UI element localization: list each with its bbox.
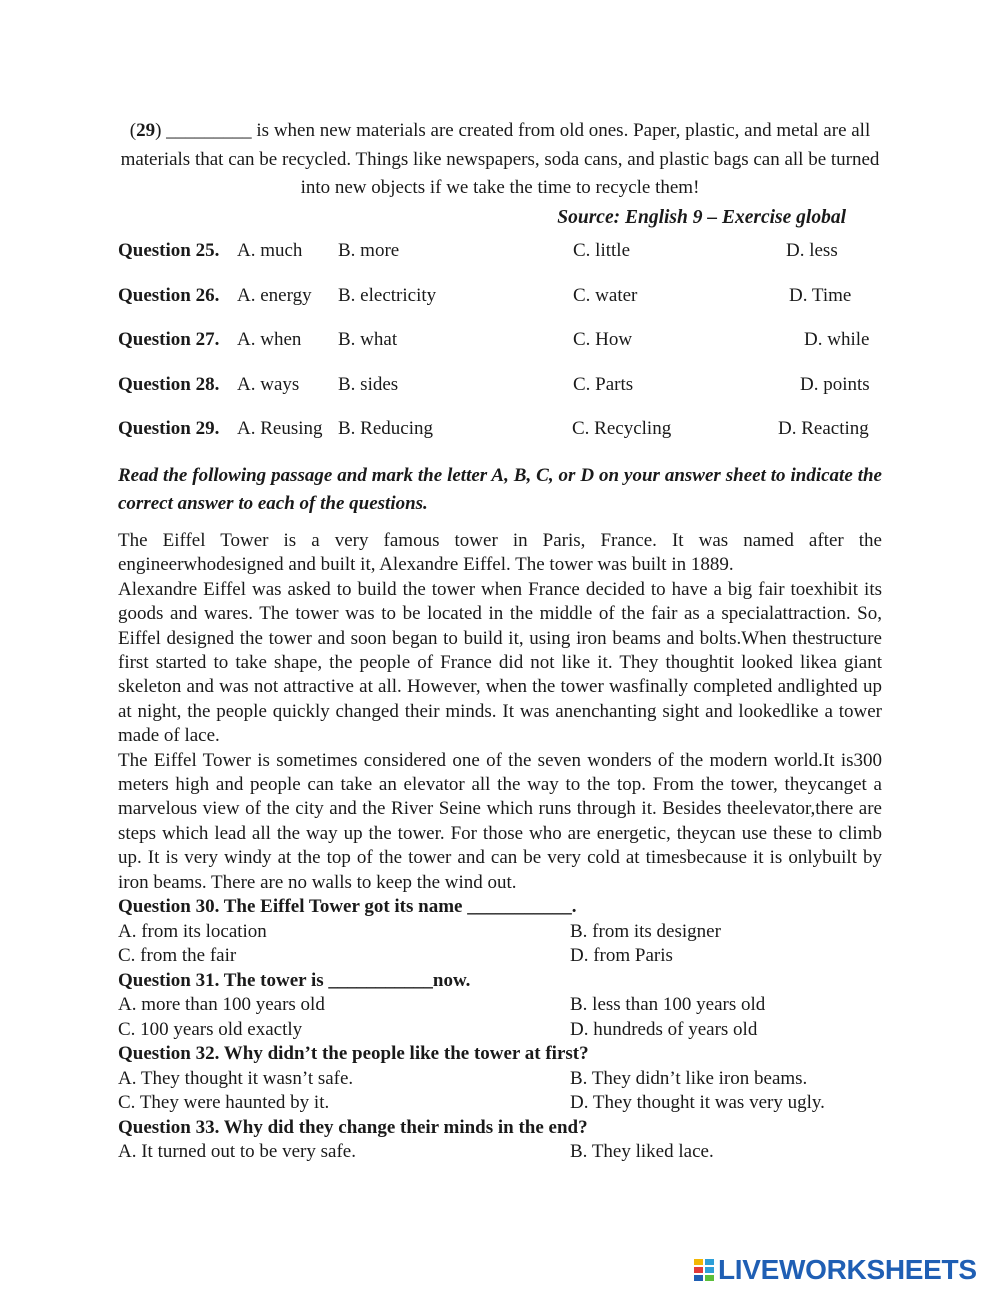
cloze-question-28 bbox=[118, 374, 882, 402]
question-label: Question 27. bbox=[118, 329, 220, 350]
reading-instruction: Read the following passage and mark the letter A, B, C, or D on your answer sheet to indicate the correct answer to each of the questions. bbox=[118, 465, 882, 514]
cloze-text: ) _________ is when new materials are created from old ones. Paper, plastic, and metal are all materials that can be recycled. Things like newspapers, soda cans, and plastic bags can all be turned into new objects if we take the time to recycle them! bbox=[120, 120, 880, 198]
option-b[interactable]: B. They liked lace. bbox=[570, 1141, 714, 1162]
option-a[interactable]: A. Reusing bbox=[237, 418, 323, 439]
question-number: 29 bbox=[136, 120, 156, 141]
option-b[interactable]: B. what bbox=[338, 329, 398, 350]
option-a[interactable]: A. when bbox=[237, 329, 302, 350]
option-d[interactable]: D. Reacting bbox=[778, 418, 869, 439]
option-b[interactable]: B. more bbox=[338, 240, 400, 261]
option-d[interactable]: D. hundreds of years old bbox=[570, 1018, 758, 1040]
reading-questions bbox=[118, 895, 882, 1165]
liveworksheets-logo bbox=[693, 1254, 977, 1286]
option-c[interactable]: C. 100 years old exactly bbox=[118, 1018, 303, 1040]
logo-text: LIVEWORKSHEETS bbox=[718, 1254, 977, 1285]
cloze-passage-end: (29) _________ is when new materials are created from old ones. Paper, plastic, and metal are all materials that can be recycled. Things like newspapers, soda cans, and plastic bags can all be turned into new objects if we take the time to recycle them! bbox=[120, 120, 880, 198]
option-b[interactable]: B. They didn’t like iron beams. bbox=[570, 1067, 808, 1089]
answer-row bbox=[118, 920, 882, 945]
option-a[interactable]: A. much bbox=[237, 240, 303, 261]
option-a[interactable]: A. from its location bbox=[118, 920, 267, 942]
answer-row bbox=[118, 944, 882, 969]
option-b[interactable]: B. less than 100 years old bbox=[570, 994, 766, 1015]
answer-row bbox=[118, 1018, 882, 1043]
question-label: Question 28. bbox=[118, 374, 220, 395]
question-label: Question 29. bbox=[118, 418, 220, 439]
cloze-question-25 bbox=[118, 240, 882, 268]
option-a[interactable]: A. more than 100 years old bbox=[118, 994, 325, 1015]
option-c[interactable]: C. Recycling bbox=[572, 418, 672, 439]
option-d[interactable]: D. Time bbox=[789, 285, 852, 306]
option-a[interactable]: A. ways bbox=[237, 374, 300, 395]
option-d[interactable]: D. from Paris bbox=[570, 945, 673, 966]
question-31-stem: Question 31. The tower is ___________now. bbox=[118, 969, 471, 991]
answer-row bbox=[118, 993, 882, 1018]
question-label: Question 26. bbox=[118, 285, 220, 306]
reading-passage bbox=[118, 529, 882, 895]
option-c[interactable]: C. They were haunted by it. bbox=[118, 1092, 330, 1113]
cloze-question-29 bbox=[118, 418, 882, 446]
option-d[interactable]: D. They thought it was very ugly. bbox=[570, 1092, 825, 1113]
answer-row bbox=[118, 1067, 882, 1092]
question-30-stem: Question 30. The Eiffel Tower got its name ___________. bbox=[118, 896, 577, 917]
option-c[interactable]: C. How bbox=[573, 329, 633, 350]
cloze-question-26 bbox=[118, 285, 882, 313]
question-label: Question 25. bbox=[118, 240, 220, 261]
option-a[interactable]: A. It turned out to be very safe. bbox=[118, 1141, 356, 1162]
option-c[interactable]: C. water bbox=[573, 285, 638, 306]
option-c[interactable]: C. little bbox=[573, 240, 630, 261]
option-a[interactable]: A. They thought it wasn’t safe. bbox=[118, 1067, 354, 1089]
question-33-stem: Question 33. Why did they change their minds in the end? bbox=[118, 1116, 588, 1138]
option-c[interactable]: C. from the fair bbox=[118, 945, 237, 966]
answer-row bbox=[118, 1140, 882, 1165]
question-32-stem: Question 32. Why didn’t the people like the tower at first? bbox=[118, 1043, 589, 1064]
option-a[interactable]: A. energy bbox=[237, 285, 312, 306]
option-b[interactable]: B. Reducing bbox=[338, 418, 433, 439]
answer-row bbox=[118, 1091, 882, 1116]
option-b[interactable]: B. from its designer bbox=[570, 920, 721, 942]
cloze-question-27 bbox=[118, 329, 882, 357]
passage-paragraph: The Eiffel Tower is sometimes considered one of the seven wonders of the modern world.It is300 meters high and people can take an elevator all the way to the top. From the tower, theycanget a marvelous view of the city and the River Seine which runs through it. Besides theelevator,there are steps which lead all the way up the tower. For those who are energetic, theycan use these to climb up. It is very windy at the top of the tower and can be very cold at timesbecause it is onlybuilt by iron beams. There are no walls to keep the wind out. bbox=[118, 749, 882, 893]
liveworksheets-logo-icon bbox=[693, 1258, 715, 1282]
passage-paragraph: Alexandre Eiffel was asked to build the tower when France decided to have a big fair toexhibit its goods and wares. The tower was to be located in the middle of the fair as a specialattraction. So, Eiffel designed the tower and soon began to build it, using iron beams and bolts.When thestructure first started to take shape, the people of France did not like it. They thoughtit looked likea giant skeleton and was not attractive at all. However, when the tower wasfinally completed andlighted up at night, the people quickly changed their minds. It was anenchanting sight and lookedlike a tower made of lace. bbox=[118, 578, 882, 747]
option-b[interactable]: B. sides bbox=[338, 374, 399, 395]
passage-paragraph: The Eiffel Tower is a very famous tower in Paris, France. It was named after the engineerwhodesigned and built it, Alexandre Eiffel. The tower was built in 1889. bbox=[118, 530, 882, 576]
option-d[interactable]: D. less bbox=[786, 240, 838, 261]
option-d[interactable]: D. points bbox=[800, 374, 870, 395]
source-citation: Source: English 9 – Exercise global bbox=[557, 207, 846, 228]
option-d[interactable]: D. while bbox=[804, 329, 870, 350]
option-b[interactable]: B. electricity bbox=[338, 285, 437, 306]
option-c[interactable]: C. Parts bbox=[573, 374, 634, 395]
